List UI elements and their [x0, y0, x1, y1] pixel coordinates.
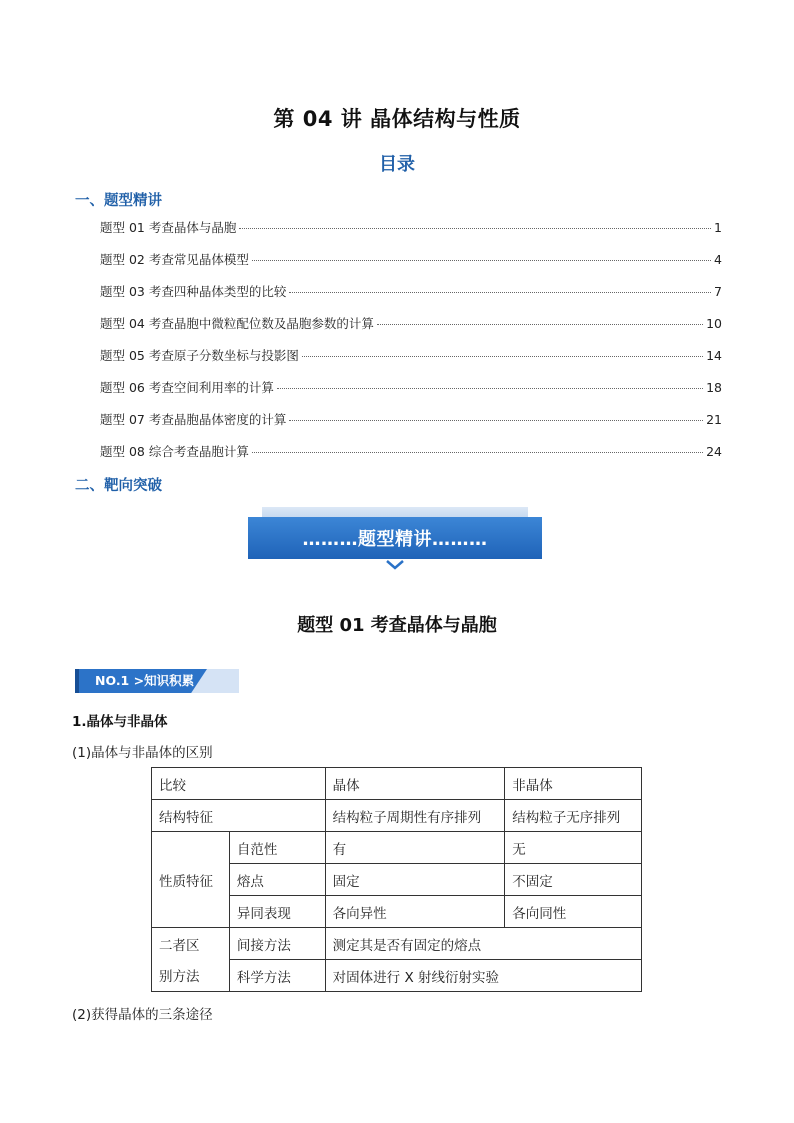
tag-text: NO.1 >知识积累 — [95, 673, 195, 688]
table-cell-group: 别方法 — [152, 960, 230, 992]
table-cell: 异同表现 — [229, 896, 325, 928]
table-cell: 固定 — [325, 864, 505, 896]
table-row — [152, 768, 642, 800]
subheading-difference: (1)晶体与非晶体的区别 — [72, 745, 213, 761]
table-cell: 有 — [325, 832, 505, 864]
table-cell: 结构粒子无序排列 — [505, 800, 642, 832]
toc-entry-8[interactable] — [100, 442, 722, 474]
toc-entry-3[interactable] — [100, 282, 722, 314]
toc-leader-dots — [289, 420, 703, 421]
section-heading-2: 二、靶向突破 — [75, 478, 162, 494]
toc-leader-dots — [252, 260, 711, 261]
table-cell: 比较 — [152, 768, 326, 800]
table-cell: 间接方法 — [229, 928, 325, 960]
toc-entry-label: 题型 03 考查四种晶体类型的比较 — [100, 284, 287, 299]
table-cell: 自范性 — [229, 832, 325, 864]
table-cell: 各向异性 — [325, 896, 505, 928]
banner-text: ………题型精讲……… — [302, 529, 488, 550]
toc-entry-7[interactable] — [100, 410, 722, 442]
document-title: 第 04 讲 晶体结构与性质 — [273, 107, 521, 131]
toc-leader-dots — [377, 324, 703, 325]
type-title: 题型 01 考查晶体与晶胞 — [297, 615, 497, 636]
toc-entry-page: 24 — [706, 444, 722, 459]
banner-bar — [248, 517, 542, 559]
toc-entry-label: 题型 04 考查晶胞中微粒配位数及晶胞参数的计算 — [100, 316, 374, 331]
toc-entry-page: 10 — [706, 316, 722, 331]
knowledge-tag — [75, 669, 239, 693]
heading-crystal: 1.晶体与非晶体 — [72, 714, 168, 730]
table-cell: 各向同性 — [505, 896, 642, 928]
toc-entry-label: 题型 01 考查晶体与晶胞 — [100, 220, 237, 235]
table-row — [152, 960, 642, 992]
table-cell: 测定其是否有固定的熔点 — [325, 928, 641, 960]
toc-entry-page: 4 — [714, 252, 722, 267]
toc-entry-6[interactable] — [100, 378, 722, 410]
section-banner — [248, 507, 542, 573]
table-row — [152, 928, 642, 960]
table-cell: 非晶体 — [505, 768, 642, 800]
toc-entry-page: 1 — [714, 220, 722, 235]
toc-entry-label: 题型 06 考查空间利用率的计算 — [100, 380, 274, 395]
toc-entry-5[interactable] — [100, 346, 722, 378]
table-cell: 科学方法 — [229, 960, 325, 992]
toc-entry-page: 14 — [706, 348, 722, 363]
toc-leader-dots — [302, 356, 703, 357]
table-cell-group: 二者区 — [152, 928, 230, 960]
table-of-contents — [100, 218, 722, 474]
toc-entry-2[interactable] — [100, 250, 722, 282]
banner-tab — [262, 507, 528, 517]
table-row — [152, 832, 642, 864]
table-cell: 结构粒子周期性有序排列 — [325, 800, 505, 832]
toc-leader-dots — [277, 388, 703, 389]
toc-entry-label: 题型 07 考查晶胞晶体密度的计算 — [100, 412, 287, 427]
table-cell-group: 性质特征 — [152, 832, 230, 928]
table-cell: 结构特征 — [152, 800, 326, 832]
table-row — [152, 800, 642, 832]
subheading-methods: (2)获得晶体的三条途径 — [72, 1007, 213, 1023]
table-cell: 对固体进行 X 射线衍射实验 — [325, 960, 641, 992]
toc-leader-dots — [252, 452, 703, 453]
section-heading-1: 一、题型精讲 — [75, 193, 162, 209]
table-cell: 熔点 — [229, 864, 325, 896]
table-cell: 无 — [505, 832, 642, 864]
table-cell: 晶体 — [325, 768, 505, 800]
toc-leader-dots — [289, 292, 711, 293]
toc-entry-label: 题型 05 考查原子分数坐标与投影图 — [100, 348, 299, 363]
chevron-down-icon — [385, 559, 405, 571]
toc-entry-4[interactable] — [100, 314, 722, 346]
tag-stripe — [75, 669, 79, 693]
toc-entry-label: 题型 08 综合考查晶胞计算 — [100, 444, 249, 459]
table-cell: 不固定 — [505, 864, 642, 896]
comparison-table — [151, 767, 642, 992]
toc-entry-page: 7 — [714, 284, 722, 299]
toc-entry-label: 题型 02 考查常见晶体模型 — [100, 252, 249, 267]
toc-leader-dots — [239, 228, 711, 229]
toc-entry-page: 21 — [706, 412, 722, 427]
toc-entry-1[interactable] — [100, 218, 722, 250]
toc-title: 目录 — [379, 154, 415, 175]
toc-entry-page: 18 — [706, 380, 722, 395]
